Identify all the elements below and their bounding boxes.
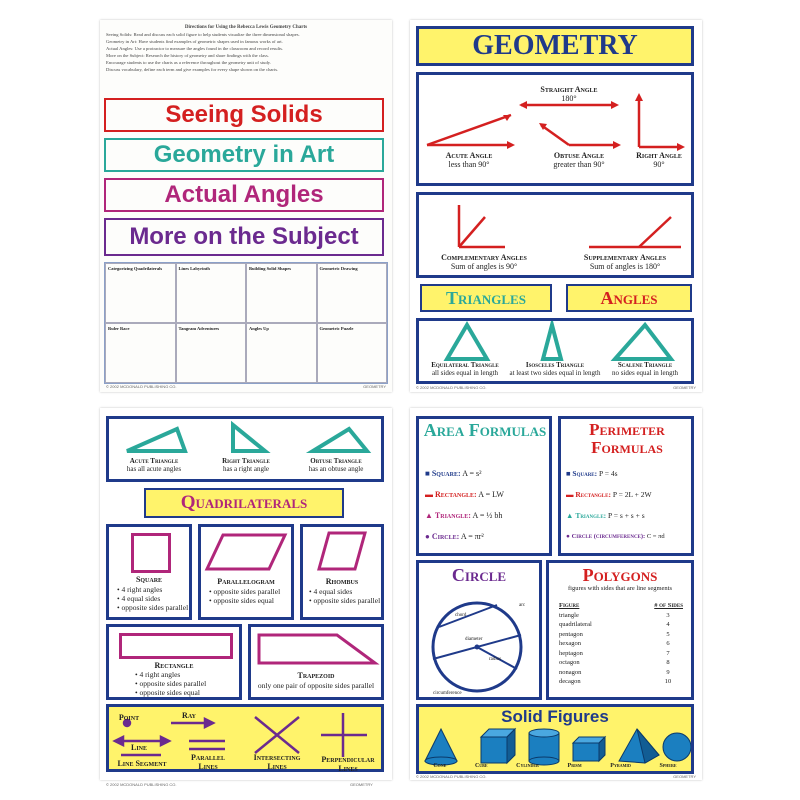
supplementary-ray bbox=[639, 217, 671, 247]
arrowhead bbox=[507, 141, 515, 149]
right-angle-caption: Right Angle 90° bbox=[636, 151, 682, 169]
activity-cell: Geometric Drawing bbox=[317, 263, 388, 323]
triangle-icon: ▲ bbox=[425, 511, 433, 520]
perimeter-title: Perimeter Formulas bbox=[589, 420, 665, 457]
isosceles-triangle-shape bbox=[543, 325, 561, 359]
rhombus-name: Rhombus bbox=[325, 577, 359, 586]
quadrilaterals-label-bar bbox=[144, 488, 344, 518]
perimeter-formulas-box bbox=[558, 416, 694, 556]
trapezoid-desc: only one pair of opposite sides parallel bbox=[257, 681, 375, 690]
obtuse-angle-caption: Obtuse Angle greater than 90° bbox=[553, 151, 605, 169]
acute-angle-caption: Acute Angle less than 90° bbox=[445, 151, 493, 169]
footer-series: GEOMETRY bbox=[363, 384, 386, 389]
rectangle-name: Rectangle bbox=[154, 661, 194, 670]
cone-label: Cone bbox=[433, 763, 447, 769]
cylinder-top bbox=[529, 729, 559, 737]
rhombus-shape bbox=[303, 529, 381, 575]
band-geometry-in-art: Geometry in Art bbox=[104, 138, 384, 172]
chart-panel-formulas bbox=[410, 408, 702, 780]
arc-label: arc bbox=[519, 603, 526, 608]
polygon-row: triangle 3 bbox=[559, 611, 670, 619]
complementary-caption: Complementary Angles Sum of angles is 90° bbox=[441, 253, 527, 271]
supplementary-caption: Supplementary Angles Sum of angles is 180° bbox=[583, 253, 667, 271]
rectangle-shape bbox=[119, 633, 233, 659]
perpendicular-label: Perpendicular Lines bbox=[321, 755, 375, 773]
cylinder-label: Cylinder bbox=[516, 763, 539, 769]
activity-cell: Tangram Adventures bbox=[176, 323, 247, 383]
obtuse-triangle-caption: Obtuse Triangle has an obtuse angle bbox=[308, 457, 364, 473]
rectangle-icon: ▬ bbox=[425, 490, 433, 499]
footer-publisher: © 2002 MCDONALD PUBLISHING CO. bbox=[416, 385, 487, 390]
intersecting-label: Intersecting Lines bbox=[253, 753, 301, 771]
polygons-subtitle: figures with sides that are line segments bbox=[568, 585, 672, 592]
acute-triangle-caption: Acute Triangle has all acute angles bbox=[126, 457, 182, 473]
polygon-row: decagon 10 bbox=[559, 678, 672, 685]
perimeter-row: ▲ Triangle: P = s + s + s bbox=[566, 511, 645, 520]
parallelogram-name: Parallelogram bbox=[217, 577, 275, 586]
polygon-row: nonagon 9 bbox=[559, 668, 670, 676]
angle-types-box bbox=[416, 72, 694, 186]
circle-title: Circle bbox=[451, 565, 507, 585]
rectangle-box bbox=[106, 624, 242, 700]
polygon-row: pentagon 5 bbox=[559, 630, 670, 638]
parallelogram-shape bbox=[201, 529, 291, 573]
obtuse-triangle-shape bbox=[313, 429, 367, 451]
band-seeing-solids: Seeing Solids bbox=[104, 98, 384, 132]
right-triangle-caption: Right Triangle has a right angle bbox=[222, 457, 270, 473]
chart-panel-quadrilaterals bbox=[100, 408, 392, 780]
right-triangle-shape bbox=[233, 425, 265, 451]
activity-cell: Angles Up bbox=[246, 323, 317, 383]
footer-series: GEOMETRY bbox=[673, 774, 696, 779]
polygons-box bbox=[546, 560, 694, 700]
area-formulas-box bbox=[416, 416, 552, 556]
area-row: ■ Square: A = s² bbox=[425, 469, 482, 478]
solid-figure-labels bbox=[419, 763, 691, 769]
footer-series: GEOMETRY bbox=[673, 385, 696, 390]
band-actual-angles: Actual Angles bbox=[104, 178, 384, 212]
prism-shape bbox=[573, 743, 599, 761]
arrowhead bbox=[677, 143, 685, 151]
perimeter-row: ● Circle (circumference): C = πd bbox=[566, 533, 665, 540]
polygon-row: quadrilateral 4 bbox=[559, 621, 670, 628]
footer-publisher: © 2002 MCDONALD PUBLISHING CO. bbox=[416, 774, 487, 779]
circle-icon: ● bbox=[425, 532, 430, 541]
perimeter-list bbox=[566, 463, 665, 547]
cone-shape bbox=[425, 729, 457, 761]
rectangle-props: • 4 right angles • opposite sides parallel • opposite sides equal bbox=[135, 670, 207, 697]
directions-text: Directions for Using the Rebecca Lewis Geometry Charts Seeing Solids: Read and discuss each solid figure to help students visualize the three dimensional shapes. Geometry in Art: Have students find examples of geometric shapes used in famous works of art. Actual Angles: Use a protractor to measure the angles found in the classroom and record results. More on the Subject: Research the history of geometry and share findings with the class. Encourage students to use the charts as a reference throughout the geometry unit of study. Discuss vocabulary, define each term and give examples for every shape shown on the charts. bbox=[106, 25, 308, 72]
isosceles-caption: Isosceles Triangle at least two sides equal in length bbox=[509, 361, 601, 377]
area-list bbox=[425, 463, 504, 547]
parallelogram-box bbox=[198, 524, 294, 620]
solid-figures-box bbox=[416, 704, 694, 774]
polygons-header: Figure # of Sides bbox=[559, 602, 683, 609]
prism-label: Prism bbox=[567, 763, 582, 769]
lines-box bbox=[106, 704, 384, 772]
triangle-icon: ▲ bbox=[566, 511, 574, 520]
footer-publisher: © 2002 MCDONALD PUBLISHING CO. bbox=[106, 384, 177, 389]
equilateral-triangle-shape bbox=[447, 325, 487, 359]
triangle-types-box bbox=[416, 318, 694, 384]
triangle-kinds-box bbox=[106, 416, 384, 482]
trapezoid-name: Trapezoid bbox=[297, 671, 335, 680]
trapezoid-shape bbox=[251, 629, 381, 669]
sphere-label: Sphere bbox=[659, 763, 677, 769]
cube-shape bbox=[481, 737, 507, 763]
chart-panel-geometry-angles bbox=[410, 20, 702, 392]
arrowhead bbox=[205, 719, 213, 727]
square-name: Square bbox=[135, 575, 163, 584]
scalene-caption: Scalene Triangle no sides equal in length bbox=[611, 361, 679, 377]
area-row: ▬ Rectangle: A = LW bbox=[425, 490, 504, 499]
arrowhead bbox=[635, 93, 643, 101]
activity-table bbox=[104, 262, 388, 384]
triangles-label-bar bbox=[420, 284, 552, 312]
acute-triangle-shape bbox=[127, 429, 185, 451]
area-row: ● Circle: A = πr² bbox=[425, 532, 484, 541]
chord-label: chord bbox=[455, 613, 467, 618]
polygon-row: heptagon 7 bbox=[559, 649, 670, 657]
page-title: GEOMETRY bbox=[472, 30, 638, 61]
circle-icon: ● bbox=[566, 533, 570, 540]
solid-figures-title: Solid Figures bbox=[501, 707, 609, 726]
square-icon: ■ bbox=[566, 469, 571, 478]
angles-label-bar bbox=[566, 284, 692, 312]
arrowhead bbox=[161, 737, 169, 745]
quadrilaterals-label: Quadrilaterals bbox=[180, 492, 308, 513]
perimeter-row: ▬ Rectangle: P = 2L + 2W bbox=[566, 490, 652, 499]
complementary-ray bbox=[459, 217, 485, 247]
sphere-shape bbox=[663, 733, 691, 761]
rhombus-box bbox=[300, 524, 384, 620]
band-more-on-the-subject: More on the Subject bbox=[104, 218, 384, 256]
segment-label: Line Segment bbox=[117, 759, 167, 768]
activity-cell: Categorizing Quadrilaterals bbox=[105, 263, 176, 323]
line-label: Line bbox=[130, 743, 147, 752]
square-icon: ■ bbox=[425, 469, 430, 478]
parallel-label: Parallel Lines bbox=[191, 753, 225, 771]
activity-cell: Ruler Race bbox=[105, 323, 176, 383]
footer-publisher: © 2002 MCDONALD PUBLISHING CO. bbox=[106, 782, 177, 787]
ray-label: Ray bbox=[182, 711, 196, 720]
geometry-title-bar bbox=[416, 26, 694, 66]
scalene-triangle-shape bbox=[615, 325, 671, 359]
arrowhead bbox=[613, 141, 621, 149]
circle-box bbox=[416, 560, 542, 700]
parallelogram-props: • opposite sides parallel • opposite sides equal bbox=[209, 587, 281, 605]
diameter-label: diameter bbox=[465, 637, 483, 642]
perimeter-row: ■ Square: P = 4s bbox=[566, 469, 618, 478]
radius-label: radius bbox=[489, 657, 502, 662]
obtuse-angle-ray bbox=[541, 125, 569, 145]
polygon-row: hexagon 6 bbox=[559, 640, 670, 647]
circumference-label: circumference bbox=[433, 691, 462, 696]
rhombus-props: • 4 equal sides • opposite sides parallel bbox=[309, 587, 381, 605]
acute-angle-ray bbox=[427, 115, 511, 145]
equilateral-caption: Equilateral Triangle all sides equal in length bbox=[431, 361, 499, 377]
footer-series: GEOMETRY bbox=[350, 782, 373, 787]
polygons-table bbox=[559, 601, 683, 687]
chart-panel-seeing-solids bbox=[100, 20, 392, 392]
square-box bbox=[106, 524, 192, 620]
rectangle-icon: ▬ bbox=[566, 490, 574, 499]
activity-cell: Building Solid Shapes bbox=[246, 263, 317, 323]
area-row: ▲ Triangle: A = ½ bh bbox=[425, 511, 503, 520]
square-props: • 4 right angles • 4 equal sides • opposite sides parallel bbox=[117, 585, 189, 612]
trapezoid-box bbox=[248, 624, 384, 700]
straight-angle-caption: Straight Angle 180° bbox=[540, 85, 598, 103]
pyramid-label: Pyramid bbox=[610, 763, 631, 769]
activity-cell: Lines Labyrinth bbox=[176, 263, 247, 323]
point-label: Point bbox=[118, 713, 140, 722]
angles-label: Angles bbox=[600, 288, 658, 308]
activity-cell: Geometric Puzzle bbox=[317, 323, 388, 383]
square-shape bbox=[131, 533, 171, 573]
angle-pairs-box bbox=[416, 192, 694, 278]
triangles-label: Triangles bbox=[446, 288, 526, 308]
cube-label: Cube bbox=[474, 763, 488, 769]
area-title: Area Formulas bbox=[423, 420, 547, 440]
polygon-row: octagon 8 bbox=[559, 659, 670, 666]
polygons-title: Polygons bbox=[582, 565, 658, 585]
